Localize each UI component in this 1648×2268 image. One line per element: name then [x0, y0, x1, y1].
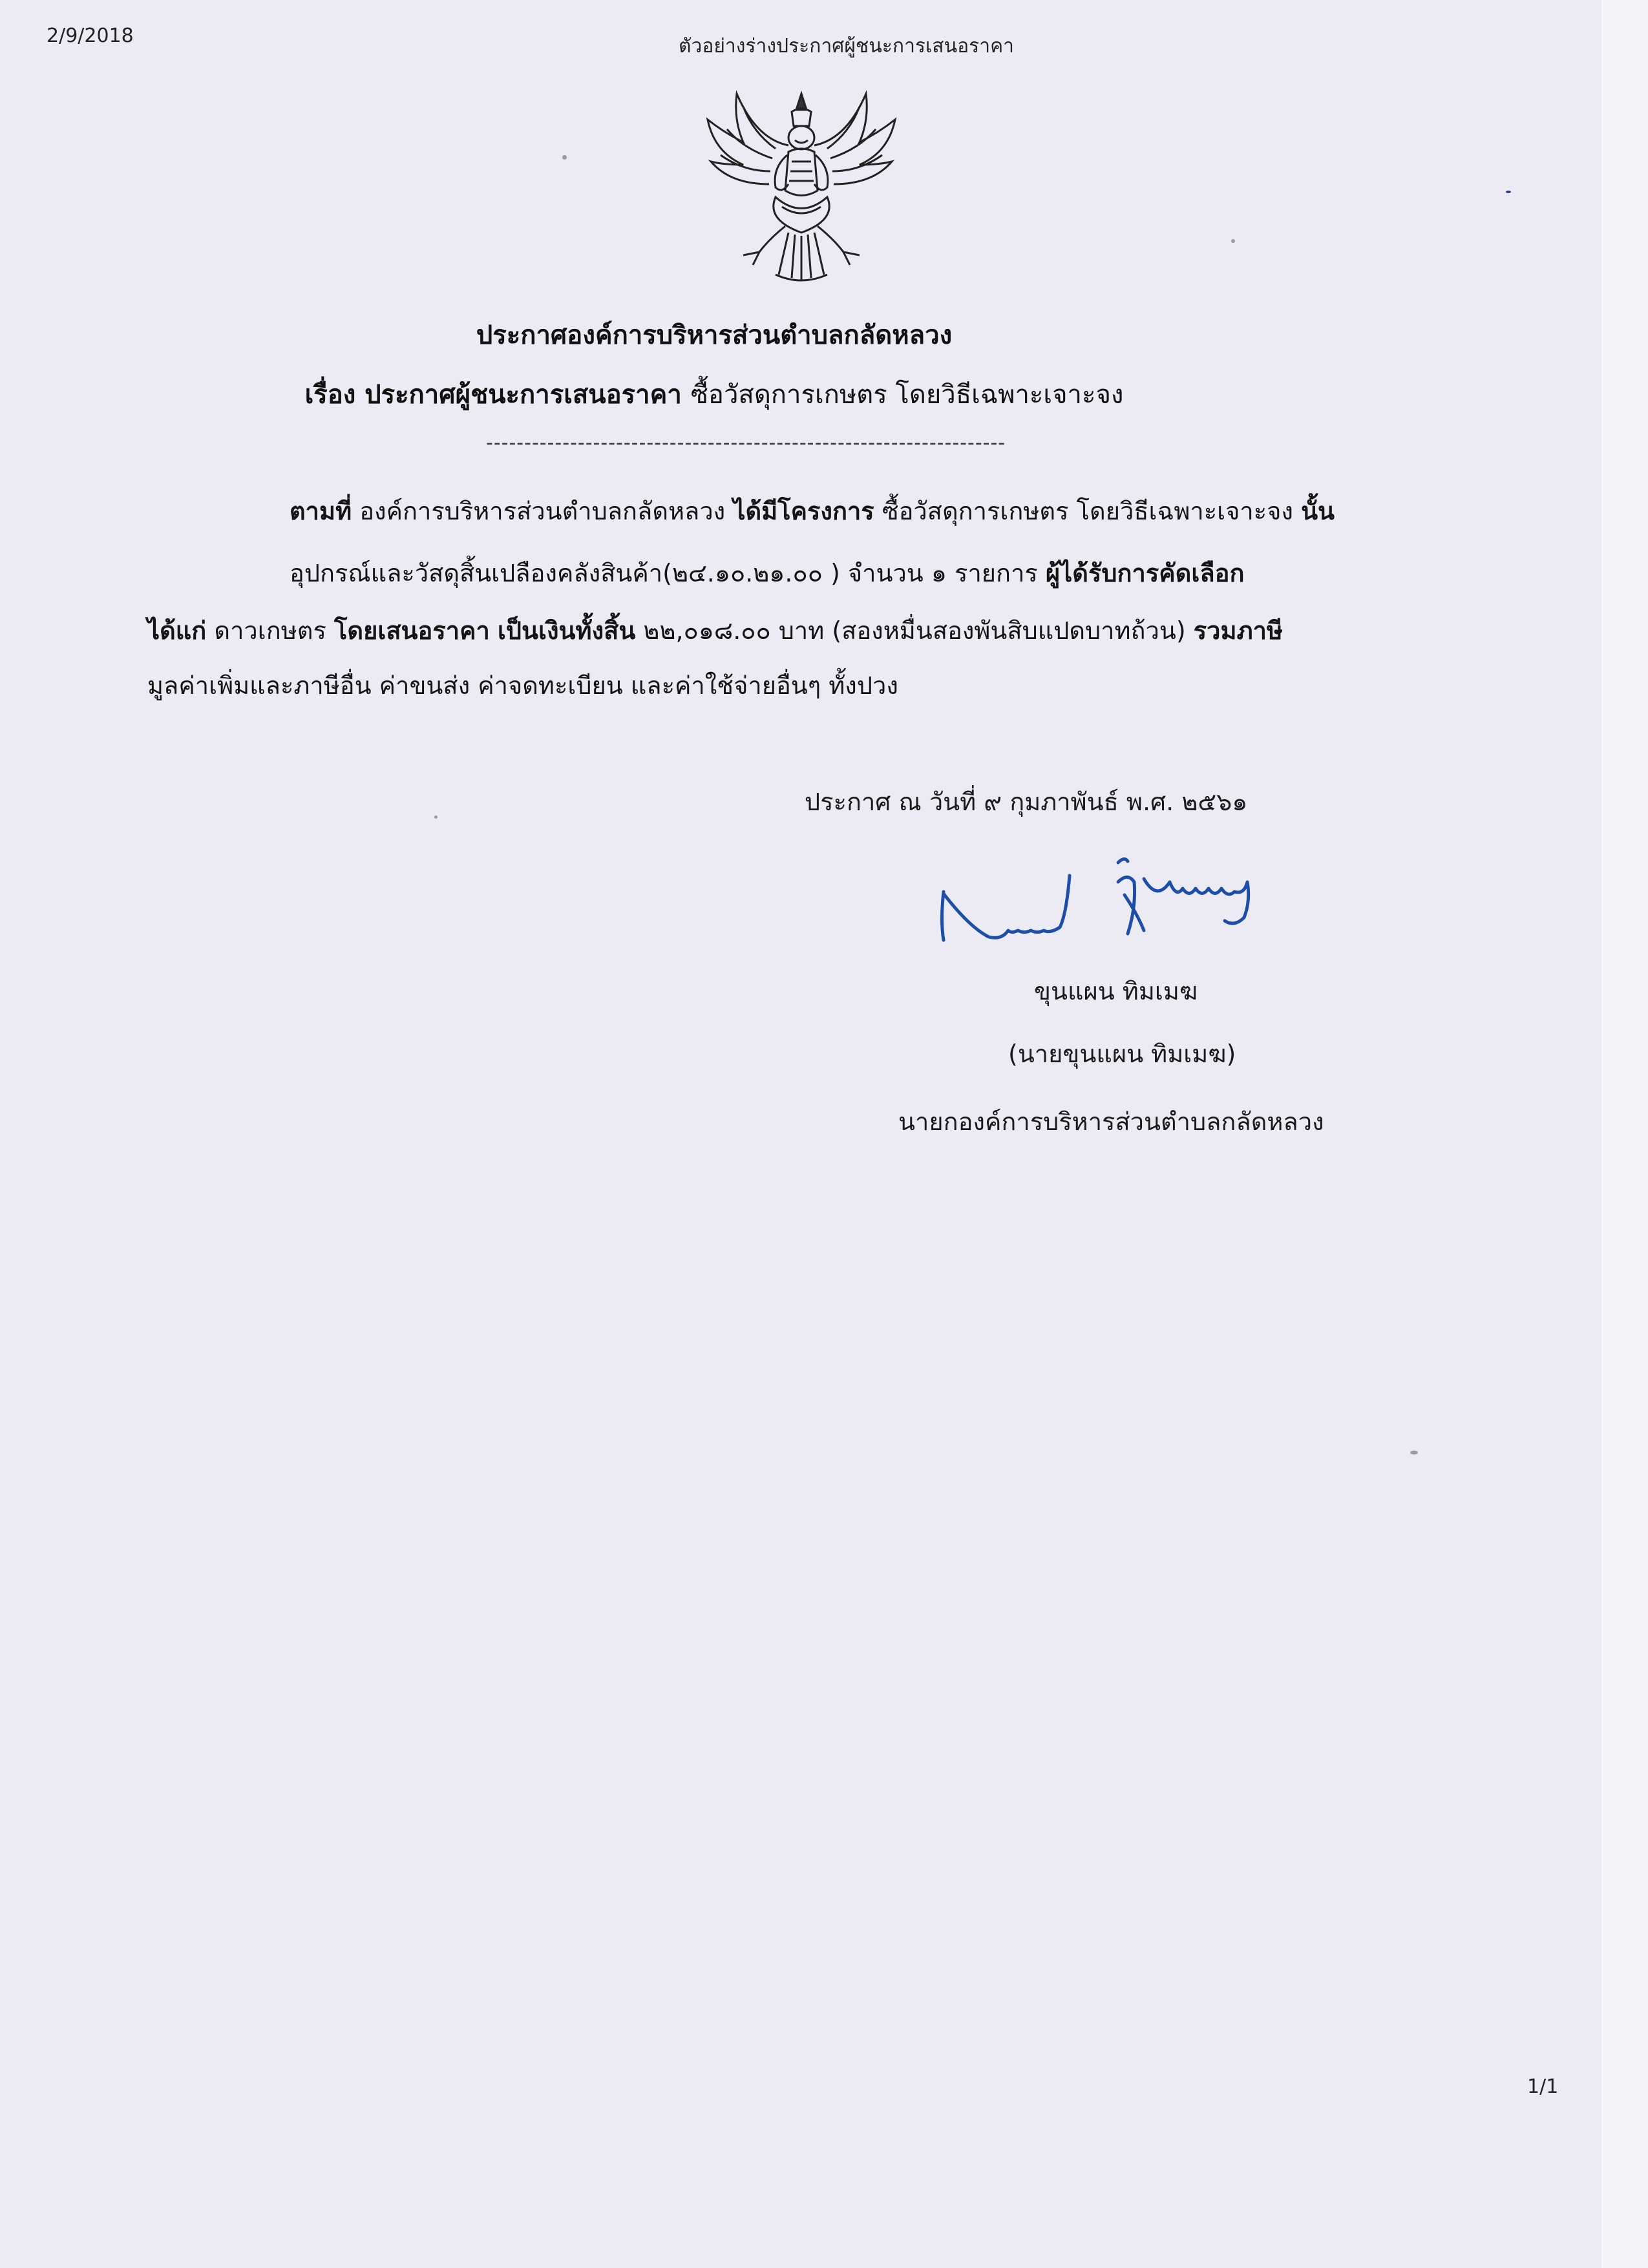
- divider: --------------------------------------------------------------------: [486, 432, 1006, 454]
- body-text: ๒๒,๐๑๘.๐๐ บาท (สองหมื่นสองพันสิบแปดบาทถ้วน): [643, 616, 1186, 645]
- body-text: ซื้อวัสดุการเกษตร โดยวิธีเฉพาะเจาะจง: [882, 497, 1293, 525]
- scan-edge: [1603, 0, 1648, 2268]
- signature-name: ขุนแผน ทิมเมฆ: [1034, 977, 1198, 1005]
- body-text: รวมภาษี: [1193, 616, 1283, 645]
- body-line-4: [147, 666, 898, 705]
- document-subject: [0, 373, 1428, 415]
- body-text: เป็นเงินทั้งสิ้น: [497, 616, 636, 645]
- signatory-full-name: (นายขุนแผน ทิมเมฆ): [1008, 1040, 1236, 1068]
- subject-label: เรื่อง ประกาศผู้ชนะการเสนอราคา: [304, 380, 682, 410]
- page-number: 1/1: [1527, 2075, 1559, 2098]
- body-text: อุปกรณ์และวัสดุสิ้นเปลืองคลังสินค้า(๒๔.๑๐.๒๑.๐๐ ) จำนวน ๑ รายการ: [290, 559, 1038, 587]
- body-text: โดยเสนอราคา: [333, 616, 490, 645]
- body-text: ดาวเกษตร: [214, 616, 326, 645]
- announce-date: ๙ กุมภาพันธ์ พ.ศ. ๒๕๖๑: [984, 788, 1248, 816]
- scan-speck: [1231, 239, 1235, 243]
- body-text: องค์การบริหารส่วนตำบลกลัดหลวง: [359, 497, 726, 525]
- subject-text: ซื้อวัสดุการเกษตร โดยวิธีเฉพาะเจาะจง: [690, 380, 1124, 410]
- announce-label: ประกาศ ณ วันที่: [805, 788, 977, 816]
- body-line-3: [147, 611, 1283, 650]
- body-text: นั้น: [1301, 497, 1335, 525]
- print-date: 2/9/2018: [47, 25, 134, 47]
- signatory-position: นายกองค์การบริหารส่วนตำบลกลัดหลวง: [898, 1108, 1324, 1136]
- print-header-title: ตัวอย่างร่างประกาศผู้ชนะการเสนอราคา: [679, 35, 1014, 58]
- body-line-1: [290, 491, 1335, 530]
- body-line-2: [290, 553, 1244, 593]
- body-text: ได้มีโครงการ: [733, 497, 874, 525]
- body-text: ผู้ได้รับการคัดเลือก: [1045, 559, 1245, 587]
- signature-icon: [931, 837, 1293, 985]
- scan-speck: [1410, 1451, 1418, 1454]
- body-text: มูลค่าเพิ่มและภาษีอื่น ค่าขนส่ง ค่าจดทะเบียน และค่าใช้จ่ายอื่นๆ ทั้งปวง: [147, 671, 898, 700]
- body-text: ได้แก่: [147, 616, 207, 645]
- body-text: ตามที่: [290, 497, 352, 525]
- garuda-emblem-icon: [698, 81, 905, 288]
- document-heading: ประกาศองค์การบริหารส่วนตำบลกลัดหลวง: [476, 320, 953, 350]
- announce-date-line: [805, 782, 1247, 821]
- scan-speck: [1506, 191, 1511, 193]
- scan-speck: [434, 815, 438, 819]
- scan-speck: [562, 155, 567, 160]
